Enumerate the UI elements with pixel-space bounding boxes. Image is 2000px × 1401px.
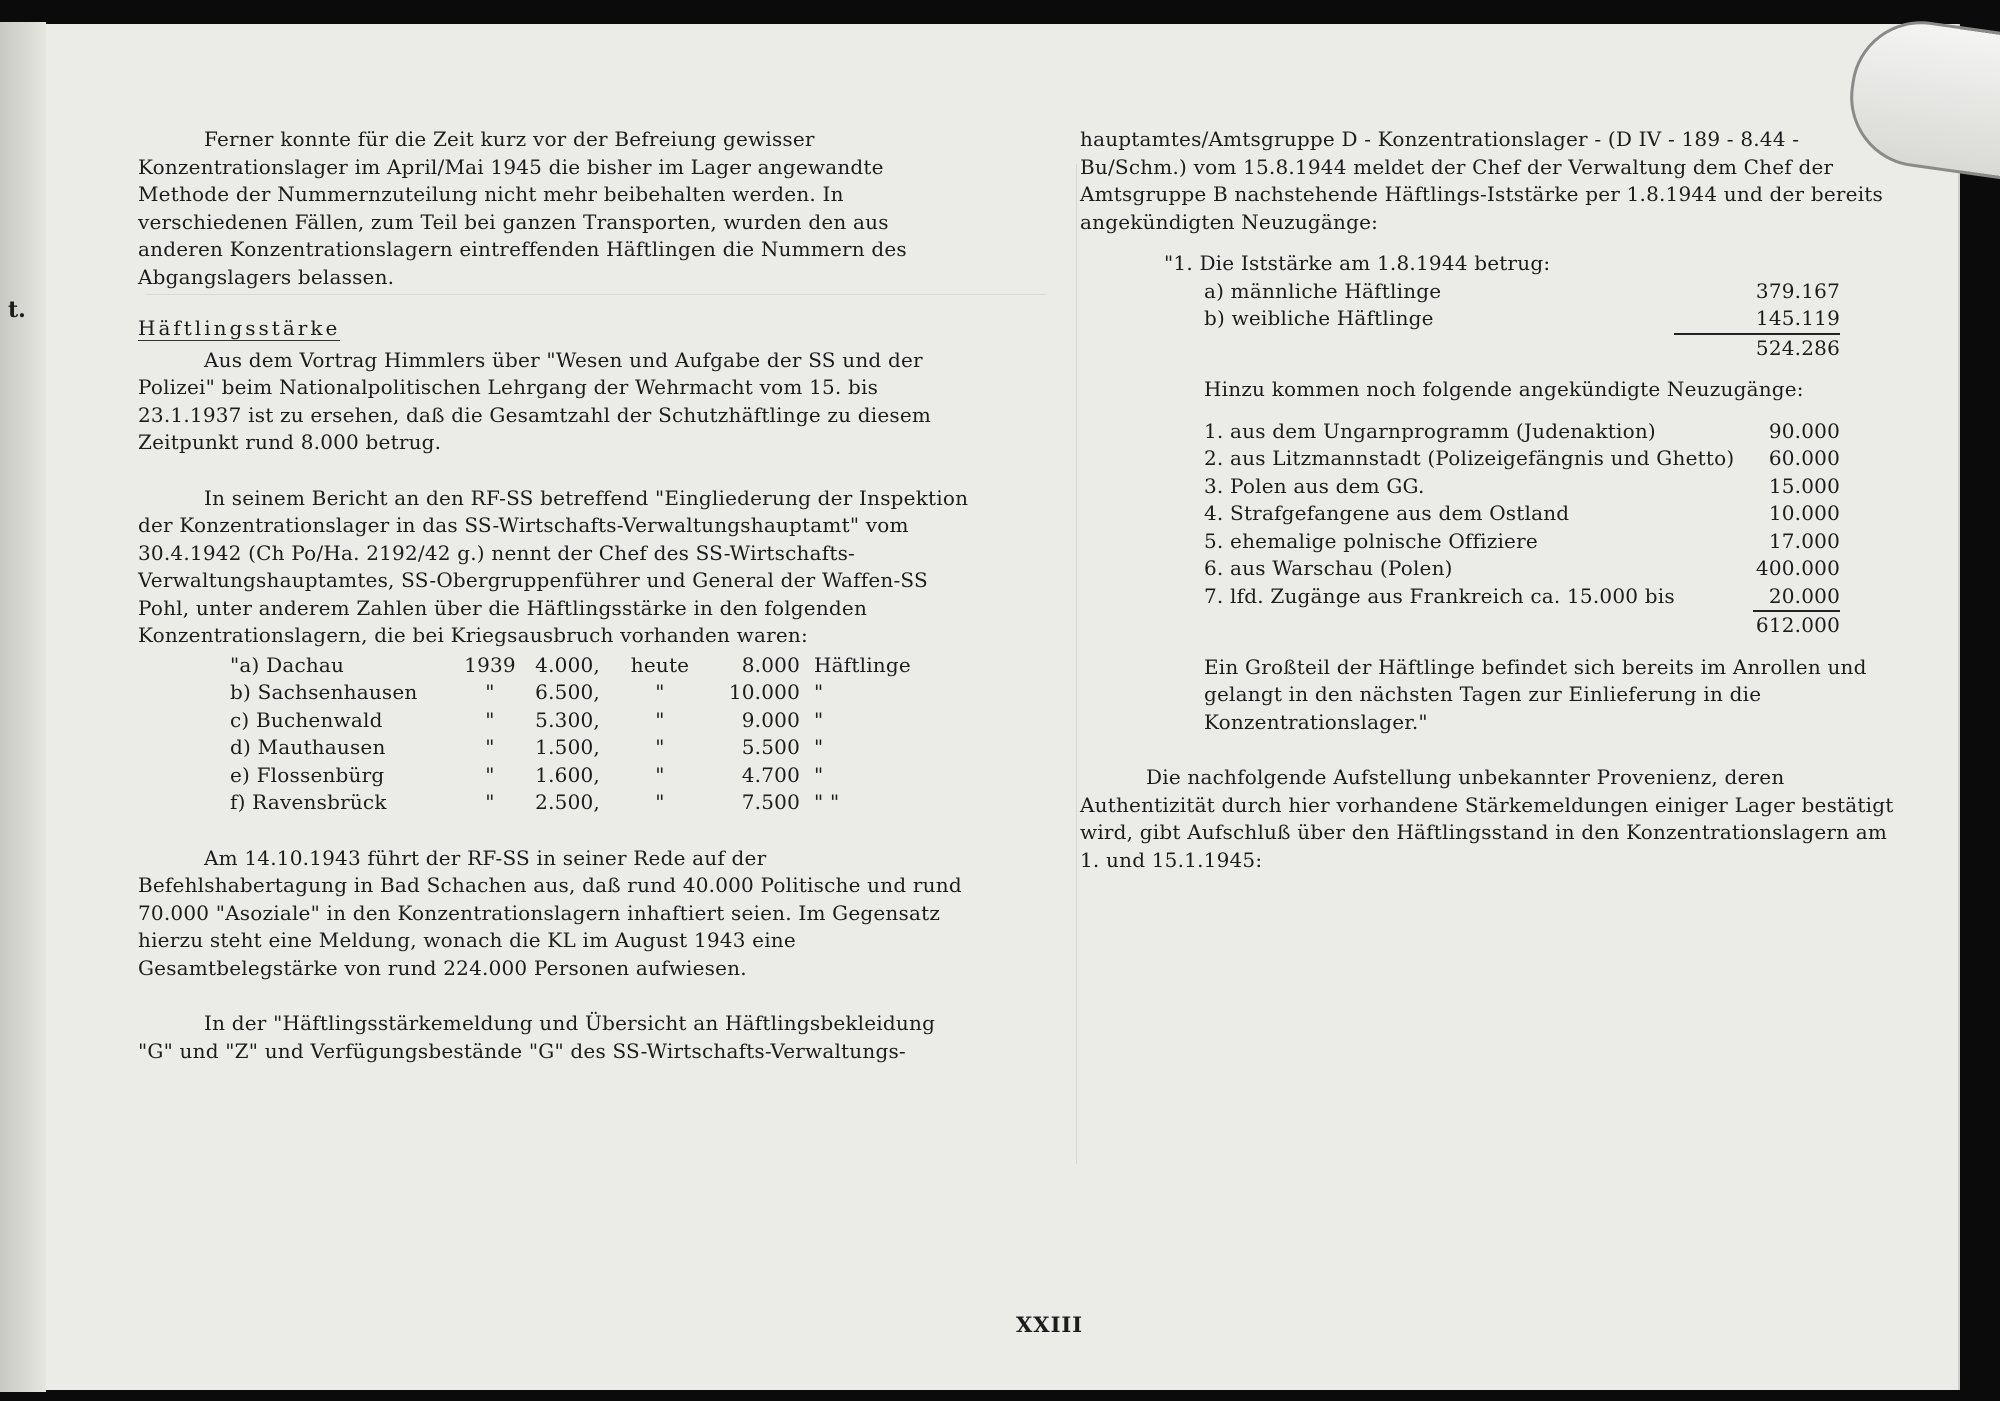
camp-row (230, 652, 944, 680)
camp-row (230, 762, 944, 790)
arrivals-total-row (1204, 611, 1840, 640)
camp-row (230, 679, 944, 707)
arrival-label: 2. aus Litzmannstadt (Polizeigefängnis und Ghetto) (1204, 446, 1735, 470)
right-column (1080, 126, 1900, 874)
quote-heading: "1. Die Iststärke am 1.8.1944 betrug: (1164, 251, 1551, 275)
camp-value-now: 9.000 (741, 707, 800, 732)
section-heading: Häftlingsstärke (138, 316, 341, 340)
paragraph-himmler: Aus dem Vortrag Himmlers über "Wesen und Aufgabe der SS und der Polizei" beim Nationalpolitischen Lehrgang der Wehrmacht vom 15. bis 23.1.1937 ist zu ersehen, daß die Gesamtzahl der Schutzhäftlinge zu diesem Zeitpunkt rund 8.000 betrug. (138, 347, 932, 454)
arrivals-total-value: 612.000 (1755, 613, 1840, 637)
arrival-label: 1. aus dem Ungarnprogramm (Judenaktion) (1204, 418, 1656, 443)
camp-value-now: 10.000 (728, 680, 800, 704)
camp-value-1939: 6.500, (535, 680, 600, 704)
camp-year: " (485, 707, 495, 732)
strength-total-value: 524.286 (1755, 335, 1840, 360)
camp-name: b) Sachsenhausen (230, 680, 418, 704)
arrival-row (1204, 555, 1840, 583)
paragraph-pohl-report: In seinem Bericht an den RF-SS betreffend "Eingliederung der Inspektion der Konzentrationslager in das SS-Wirtschafts-Verwaltungshauptamt" vom 30.4.1942 (Ch Po/Ha. 2192/42 g.) nennt der Chef des SS-Wirtschafts-Verwaltungshauptamtes, SS-Obergruppenführer und General der Waffen-SS Pohl, unter anderem Zahlen über die Häftlingsstärke in den folgenden Konzentrationslagern, die bei Kriegsausbruch vorhanden waren: (138, 485, 969, 647)
camp-name: e) Flossenbürg (230, 762, 385, 787)
strength-row (1204, 278, 1840, 306)
camp-unit: " (814, 680, 824, 704)
arrivals-intro: Hinzu kommen noch folgende angekündigte Neuzugänge: (1204, 377, 1804, 401)
arrival-value: 10.000 (1768, 501, 1840, 525)
strength-label: a) männliche Häftlinge (1204, 278, 1442, 303)
camp-value-1939: 1.500, (535, 735, 600, 759)
camp-year: " (485, 735, 495, 759)
camp-name: "a) Dachau (230, 652, 345, 677)
camp-row (230, 789, 944, 817)
camp-name: f) Ravensbrück (230, 790, 387, 814)
strength-label: b) weibliche Häftlinge (1204, 306, 1434, 330)
arrival-label: 3. Polen aus dem GG. (1204, 473, 1425, 498)
camp-name: d) Mauthausen (230, 735, 386, 759)
arrival-row (1204, 583, 1840, 612)
camp-unit: " (814, 707, 824, 732)
arrival-row (1204, 445, 1840, 473)
camp-now-word: " (655, 790, 665, 814)
quote-conclusion: Ein Großteil der Häftlinge befindet sich bereits im Anrollen und gelangt in den nächsten Tagen zur Einlieferung in die Konzentrationslager." (1204, 654, 1867, 734)
camp-now-word: heute (630, 652, 690, 677)
arrival-value: 400.000 (1755, 556, 1840, 580)
page-number: XXIII (1016, 1312, 1084, 1337)
arrival-row (1204, 528, 1840, 556)
strength-value: 379.167 (1755, 278, 1840, 303)
arrival-value: 20.000 (1753, 583, 1840, 612)
arrival-label: 7. lfd. Zugänge aus Frankreich ca. 15.000 bis (1204, 583, 1675, 608)
arrival-value: 17.000 (1768, 528, 1840, 553)
arrival-value: 15.000 (1768, 473, 1840, 498)
camp-name: c) Buchenwald (230, 707, 383, 732)
camp-value-now: 4.700 (741, 762, 800, 787)
camp-year: " (485, 680, 495, 704)
camp-now-word: " (655, 680, 665, 704)
paragraph-unknown-provenance: Die nachfolgende Aufstellung unbekannter Provenienz, deren Authentizität durch hier vorhandene Stärkemeldungen einiger Lager bestätigt wird, gibt Aufschluß über den Häftlingsstand in den Konzentrationslagern am 1. und 15.1.1945: (1080, 765, 1894, 872)
camp-value-1939: 1.600, (535, 762, 600, 787)
arrival-row (1204, 500, 1840, 528)
camp-value-1939: 2.500, (535, 790, 600, 814)
camp-row (230, 734, 944, 762)
camp-now-word: " (655, 707, 665, 732)
strength-total-row (1204, 334, 1840, 363)
camp-value-now: 7.500 (741, 790, 800, 814)
arrival-value: 60.000 (1768, 446, 1840, 470)
arrival-label: 4. Strafgefangene aus dem Ostland (1204, 501, 1570, 525)
camp-now-word: " (655, 762, 665, 787)
paragraph-stock-report: In der "Häftlingsstärkemeldung und Übersicht an Häftlingsbekleidung "G" und "Z" und Verfügungsbestände "G" des SS-Wirtschafts-Verwaltungs- (138, 1011, 936, 1063)
camp-value-1939: 4.000, (535, 652, 600, 677)
strength-value: 145.119 (1674, 305, 1840, 334)
strength-table (1204, 278, 1840, 363)
arrival-label: 6. aus Warschau (Polen) (1204, 556, 1453, 580)
arrival-row (1204, 418, 1840, 446)
paragraph-number-assignment: Ferner konnte für die Zeit kurz vor der Befreiung gewisser Konzentrationslager im April/Mai 1945 die bisher im Lager angewandte Methode der Nummernzuteilung nicht mehr beibehalten werden. In verschiedenen Fällen, zum Teil bei ganzen Transporten, wurden den aus anderen Konzentrationslagern eintreffenden Häftlingen die Nummern des Abgangslagers belassen. (138, 127, 907, 289)
camp-strength-table (230, 652, 944, 817)
camp-value-now: 8.000 (741, 652, 800, 677)
camp-unit: " (814, 735, 824, 759)
camp-year: 1939 (464, 652, 516, 677)
document-page (46, 24, 1960, 1390)
arrival-value: 90.000 (1768, 418, 1840, 443)
left-column (138, 126, 970, 1065)
camp-unit: " (814, 762, 824, 787)
camp-value-1939: 5.300, (535, 707, 600, 732)
paragraph-bad-schachen: Am 14.10.1943 führt der RF-SS in seiner Rede auf der Befehlshabertagung in Bad Schachen aus, daß rund 40.000 Politische und rund 70.000 "Asoziale" in den Konzentrationslagern inhaftiert seien. Im Gegensatz hierzu steht eine Meldung, wonach die KL im August 1943 eine Gesamtbelegstärke von rund 224.000 Personen aufwiesen. (138, 845, 962, 980)
arrivals-table (1204, 418, 1840, 640)
camp-year: " (485, 762, 495, 787)
arrival-label: 5. ehemalige polnische Offiziere (1204, 528, 1538, 553)
previous-page-edge (0, 22, 46, 1392)
paragraph-wvha-report: hauptamtes/Amtsgruppe D - Konzentrationslager - (D IV - 189 - 8.44 - Bu/Schm.) vom 15.8.1944 meldet der Chef der Verwaltung dem Chef der Amtsgruppe B nachstehende Häftlings-Iststärke per 1.8.1944 und der bereits angekündigten Neuzugänge: (1080, 127, 1884, 234)
camp-year: " (485, 790, 495, 814)
strength-row (1204, 305, 1840, 334)
arrival-row (1204, 473, 1840, 501)
camp-row (230, 707, 944, 735)
edge-text-fragment: t. (8, 297, 26, 323)
camp-unit: Häftlinge (814, 652, 911, 677)
camp-now-word: " (655, 735, 665, 759)
camp-unit: " " (814, 790, 840, 814)
camp-value-now: 5.500 (741, 735, 800, 759)
